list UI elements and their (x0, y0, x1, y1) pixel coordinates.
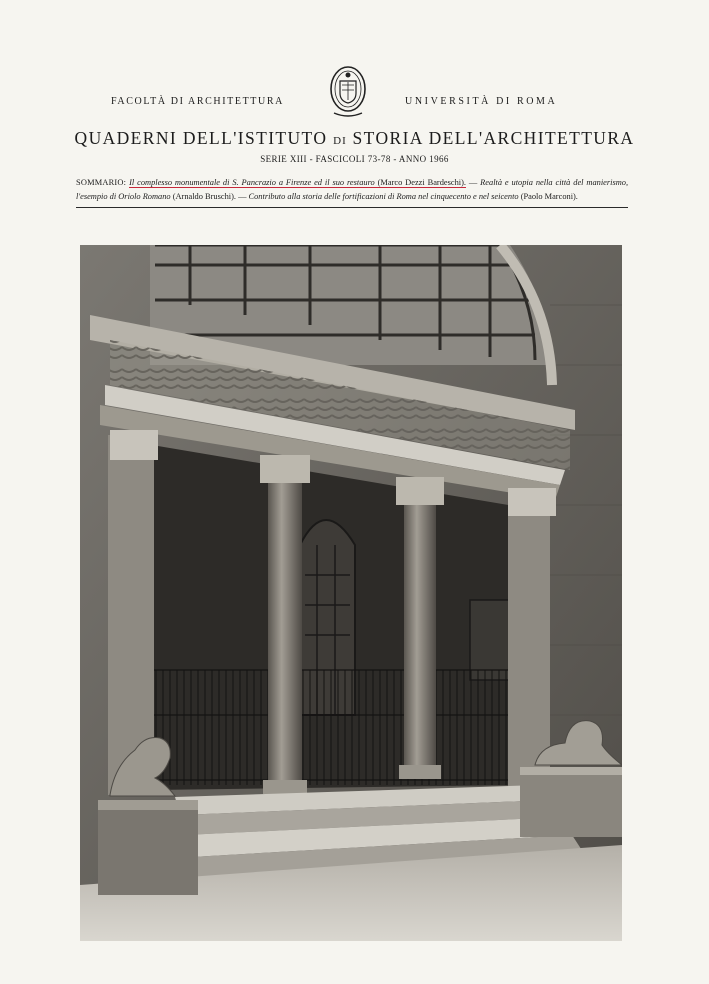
series-line: SERIE XIII - FASCICOLI 73-78 - ANNO 1966 (260, 154, 449, 164)
article-1-author: (Marco Dezzi Bardeschi). (377, 178, 466, 187)
university-seal-icon (328, 63, 368, 119)
title-di: DI (333, 135, 347, 147)
article-1 (129, 178, 466, 188)
article-3-author: (Paolo Marconi). (520, 192, 578, 201)
article-3-title: Contributo alla storia delle fortificazioni di Roma nel cinquecento e nel seicento (248, 192, 519, 201)
article-1-title: Il complesso monumentale di S. Pancrazio a Firenze ed il suo restauro (129, 178, 375, 187)
article-2-author: (Arnaldo Bruschi). (172, 192, 236, 201)
title-part-2: STORIA DELL'ARCHITETTURA (352, 128, 635, 148)
header-rule (76, 207, 628, 208)
title-part-1: QUADERNI DELL'ISTITUTO (74, 128, 328, 148)
portico-photograph (80, 245, 622, 941)
university-name: UNIVERSITÀ DI ROMA (405, 96, 558, 107)
journal-title (0, 128, 709, 149)
summary (76, 176, 628, 204)
separator-1: — (468, 178, 478, 187)
separator-2: — (238, 192, 247, 201)
portico-illustration (80, 245, 622, 941)
article-2-title: Realtà e utopia nella città del manierismo, l'esempio di Oriolo Romano (76, 178, 629, 201)
summary-label: SOMMARIO: (76, 178, 127, 187)
faculty-name: FACOLTÀ DI ARCHITETTURA (111, 96, 284, 107)
